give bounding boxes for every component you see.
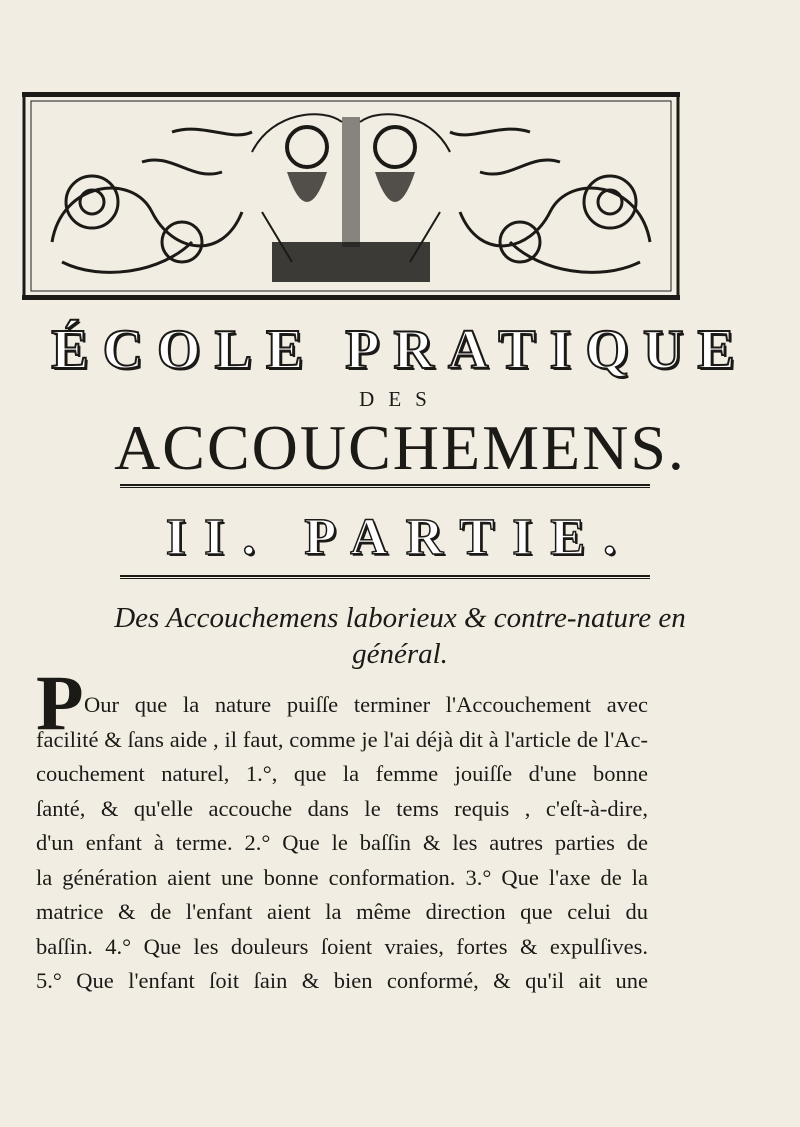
text-line: 5.° Que l'enfant ſoit ſain & bien conformé, & qu'il ait une [36,968,648,993]
section-heading-line1: Des Accouchemens laborieux & contre-nature en [114,602,686,634]
baroque-cherub-headpiece-icon [22,92,680,300]
ornamental-rule-top [120,483,650,489]
body-paragraph [36,688,648,999]
text-line: matrice & de l'enfant aient la même direction que celui du [36,899,648,924]
ornamental-rule-bottom [120,574,650,580]
text-line: d'un enfant à terme. 2.° Que le baſſin & les autres parties de [36,830,648,855]
title-accouchemens: ACCOUCHEMENS. [114,412,686,483]
title-des: DES [359,387,441,411]
text-line: Our que la nature puiſſe terminer l'Accouchement avec [84,692,648,717]
text-line: baſſin. 4.° Que les douleurs ſoient vraies, fortes & expulſives. [36,933,648,959]
title-ecole-pratique: ÉCOLE PRATIQUE [51,319,749,381]
text-line: ſanté, & qu'elle accouche dans le tems requis , c'eſt-à-dire, [36,795,648,821]
text-line: la génération aient une bonne conformation. 3.° Que l'axe de la [36,864,648,890]
drop-cap: P [36,659,84,746]
text-line: facilité & ſans aide , il faut, comme je l'ai déjà dit à l'article de l'Ac- [36,726,648,752]
text-line: couchement naturel, 1.°, que la femme jouiſſe d'une bonne [36,761,648,786]
part-heading: II. PARTIE. [165,509,635,566]
section-heading-line2: général. [352,638,448,670]
